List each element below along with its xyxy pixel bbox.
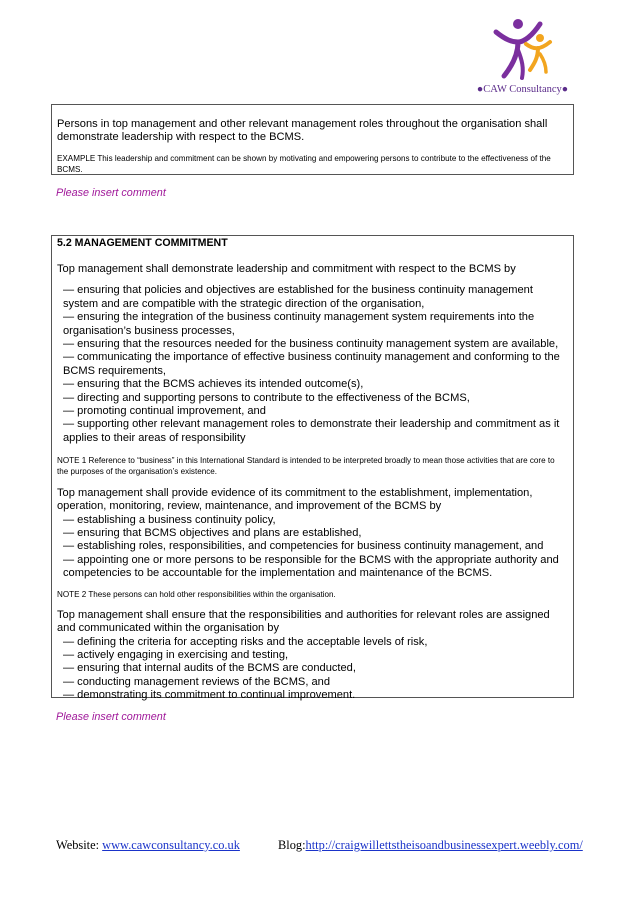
list-item: — actively engaging in exercising and testing, [63,648,289,661]
management-commitment-clause-box [51,235,574,702]
responsibilities-bullet-list [57,636,568,703]
list-item: — establishing roles, responsibilities, and competencies for business continuity management, and [63,540,544,553]
caw-consultancy-figures-logo-icon [488,14,558,84]
leadership-requirement-text: Persons in top management and other relevant management roles throughout the organisation shall demonstrate leadership with respect to the BCMS. [57,118,548,144]
list-item: — ensuring the integration of the business continuity management system requirements into the organisation’s business processes, [63,311,535,337]
note-2: NOTE 2 These persons can hold other responsibilities within the organisation. [57,589,336,599]
list-item: — demonstrating its commitment to continual improvement. [63,689,356,702]
list-item: — directing and supporting persons to contribute to the effectiveness of the BCMS, [63,391,470,404]
list-item: — ensuring that the resources needed for the business continuity management system are available, [63,338,559,351]
list-item: — ensuring that the BCMS achieves its intended outcome(s), [63,378,364,391]
comment-placeholder-2[interactable]: Please insert comment [56,711,166,723]
footer-blog [278,838,583,853]
evidence-paragraph: Top management shall provide evidence of its commitment to the establishment, implementation, operation, monitoring, review, maintenance, and improvement of the BCMS by [57,486,533,513]
leadership-example-note: EXAMPLE This leadership and commitment can be shown by motivating and empowering persons to contribute to the effectiveness of the BCMS. [57,153,551,175]
list-item: — conducting management reviews of the BCMS, and [63,675,331,688]
note-1: NOTE 1 Reference to “business” in this International Standard is intended to be interpreted broadly to mean those activities that are core to the purposes of the organisation’s existence. [57,456,555,477]
company-logo [470,14,580,104]
list-item: — establishing a business continuity policy, [63,513,276,526]
list-item: — defining the criteria for accepting risks and the acceptable levels of risk, [63,635,428,648]
blog-link[interactable]: http://craigwillettstheisoandbusinessexpert.weebly.com/ [305,838,583,852]
logo-text: ●CAW Consultancy● [476,84,569,95]
list-item: — communicating the importance of effective business continuity management and conforming to the BCMS requirements, [63,351,560,377]
clause-heading: 5.2 MANAGEMENT COMMITMENT [57,237,228,249]
footer-website [56,838,240,853]
list-item: — ensuring that policies and objectives are established for the business continuity management system and are compatible with the strategic direction of the organisation, [63,284,533,310]
comment-placeholder-1[interactable]: Please insert comment [56,187,166,199]
commitment-bullet-list [57,284,568,445]
leadership-clause-box [51,104,574,175]
website-label: Website: [56,838,103,852]
website-link[interactable]: www.cawconsultancy.co.uk [102,838,240,852]
list-item: — ensuring that BCMS objectives and plans are established, [63,526,362,539]
list-item: — promoting continual improvement, and [63,405,266,418]
list-item: — ensuring that internal audits of the BCMS are conducted, [63,662,356,675]
clause-intro: Top management shall demonstrate leadership and commitment with respect to the BCMS by [57,263,516,275]
responsibilities-paragraph: Top management shall ensure that the responsibilities and authorities for relevant roles are assigned and communicated within the organisation by [57,608,550,635]
list-item: — supporting other relevant management roles to demonstrate their leadership and commitment as it applies to their areas of responsibility [63,418,560,444]
blog-label: Blog: [278,838,306,852]
evidence-bullet-list [57,514,568,581]
list-item: — appointing one or more persons to be responsible for the BCMS with the appropriate authority and competencies to be accountable for the implementation and maintenance of the BCMS. [63,553,559,580]
